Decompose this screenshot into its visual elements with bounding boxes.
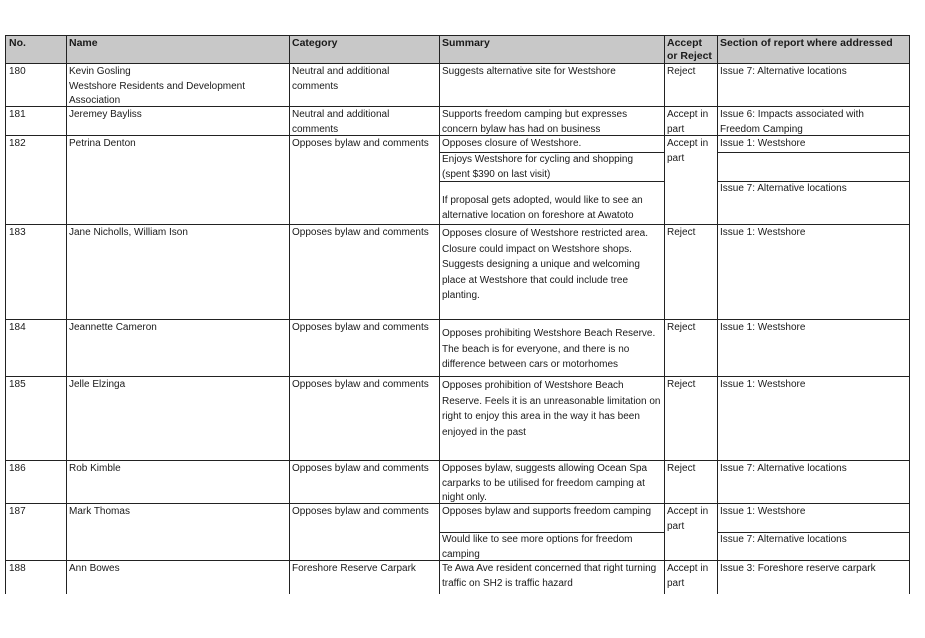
header-accept-or-reject: Accept or Reject <box>667 37 712 62</box>
cell-name: Ann Bowes <box>69 563 120 574</box>
cell-section: Issue 3: Foreshore reserve carpark <box>720 563 876 574</box>
cell-summary: Opposes prohibition of Westshore Beach Reserve. Feels it is an unreasonable limitation on right to enjoy this area in the way it has been enjoyed in the past <box>442 380 661 438</box>
header-section: Section of report where addressed <box>720 37 893 49</box>
cell-name: Mark Thomas <box>69 506 130 517</box>
cell-summary: Te Awa Ave resident concerned that right turning traffic on SH2 is traffic hazard <box>442 563 657 589</box>
cell-accept: Reject <box>667 379 696 390</box>
cell-summary-3: If proposal gets adopted, would like to see an alternative location on foreshore at Awatoto <box>442 195 643 221</box>
organisation-line: Westshore Residents and Development Association <box>69 80 246 106</box>
column-divider <box>717 36 718 594</box>
header-category: Category <box>292 37 338 49</box>
cell-name: Rob Kimble <box>69 463 121 474</box>
table-row <box>6 136 909 225</box>
cell-accept: Reject <box>667 463 696 474</box>
cell-name: Jane Nicholls, William Ison <box>69 227 188 238</box>
cell-no: 185 <box>9 379 26 390</box>
column-divider <box>289 36 290 594</box>
cell-summary: Suggests alternative site for Westshore <box>442 66 616 77</box>
header-name: Name <box>69 37 98 49</box>
cell-section: Issue 7: Alternative locations <box>720 463 847 474</box>
table-row <box>6 225 909 320</box>
cell-summary-2: Enjoys Westshore for cycling and shopping (spent $390 on last visit) <box>442 154 634 180</box>
cell-category: Opposes bylaw and comments <box>292 379 429 390</box>
cell-name: Petrina Denton <box>69 138 136 149</box>
column-divider <box>664 36 665 594</box>
table-row <box>6 64 909 107</box>
cell-category: Opposes bylaw and comments <box>292 506 429 517</box>
cell-no: 187 <box>9 506 26 517</box>
cell-category: Foreshore Reserve Carpark <box>292 563 416 574</box>
cell-category: Neutral and additional comments <box>292 66 390 92</box>
table-row <box>6 561 909 594</box>
table-row <box>6 504 909 561</box>
cell-summary: Opposes closure of Westshore restricted area. Closure could impact on Westshore shops. Suggests designing a unique and welcoming place at Westshore that could include tree planting. <box>442 228 649 301</box>
header-no: No. <box>9 37 26 49</box>
cell-name: Jeremey Bayliss <box>69 109 142 120</box>
cell-accept: Accept in part <box>667 506 709 532</box>
cell-no: 183 <box>9 227 26 238</box>
cell-section: Issue 1: Westshore <box>720 322 806 333</box>
cell-summary: Opposes bylaw, suggests allowing Ocean Spa carparks to be utilised for freedom camping at night only. <box>442 463 648 503</box>
cell-no: 186 <box>9 463 26 474</box>
cell-no: 184 <box>9 322 26 333</box>
submissions-table <box>5 35 910 594</box>
cell-section: Issue 1: Westshore <box>720 379 806 390</box>
table-row <box>6 377 909 461</box>
table-row <box>6 107 909 136</box>
cell-section: Issue 6: Impacts associated with Freedom Camping <box>720 109 864 135</box>
cell-section: Issue 7: Alternative locations <box>720 66 847 77</box>
cell-category: Opposes bylaw and comments <box>292 227 429 238</box>
column-divider <box>439 36 440 594</box>
cell-accept: Reject <box>667 227 696 238</box>
cell-summary-2: Would like to see more options for freedom camping <box>442 534 633 560</box>
table-header <box>6 36 909 64</box>
cell-category: Neutral and additional comments <box>292 109 390 135</box>
cell-summary: Opposes bylaw and supports freedom camping <box>442 506 652 517</box>
cell-name: Jelle Elzinga <box>69 379 126 390</box>
cell-name <box>66 64 289 109</box>
name-line: Kevin Gosling <box>69 66 131 77</box>
cell-no: 188 <box>9 563 26 574</box>
cell-name: Jeannette Cameron <box>69 322 157 333</box>
cell-section-3: Issue 7: Alternative locations <box>720 183 847 194</box>
cell-category: Opposes bylaw and comments <box>292 463 429 474</box>
cell-section: Issue 1: Westshore <box>720 138 806 149</box>
cell-accept: Accept in part <box>667 109 709 135</box>
cell-no: 182 <box>9 138 26 149</box>
cell-accept: Accept in part <box>667 563 709 589</box>
cell-section: Issue 1: Westshore <box>720 506 806 517</box>
column-divider <box>66 36 67 594</box>
table-row <box>6 320 909 377</box>
summary-divider <box>439 181 664 182</box>
cell-category: Opposes bylaw and comments <box>292 322 429 333</box>
cell-summary: Supports freedom camping but expresses concern bylaw has had on business <box>442 109 628 135</box>
cell-accept: Reject <box>667 66 696 77</box>
cell-accept: Accept in part <box>667 138 709 164</box>
table-row <box>6 461 909 504</box>
cell-summary: Opposes prohibiting Westshore Beach Reserve. The beach is for everyone, and there is no difference between cars or motorhomes <box>442 328 656 370</box>
cell-section-2: Issue 7: Alternative locations <box>720 534 847 545</box>
cell-section: Issue 1: Westshore <box>720 227 806 238</box>
cell-accept: Reject <box>667 322 696 333</box>
cell-no: 181 <box>9 109 26 120</box>
cell-summary: Opposes closure of Westshore. <box>442 138 582 149</box>
cell-section-2 <box>717 152 909 181</box>
cell-category: Opposes bylaw and comments <box>292 138 429 149</box>
cell-no: 180 <box>9 66 26 77</box>
header-summary: Summary <box>442 37 490 49</box>
